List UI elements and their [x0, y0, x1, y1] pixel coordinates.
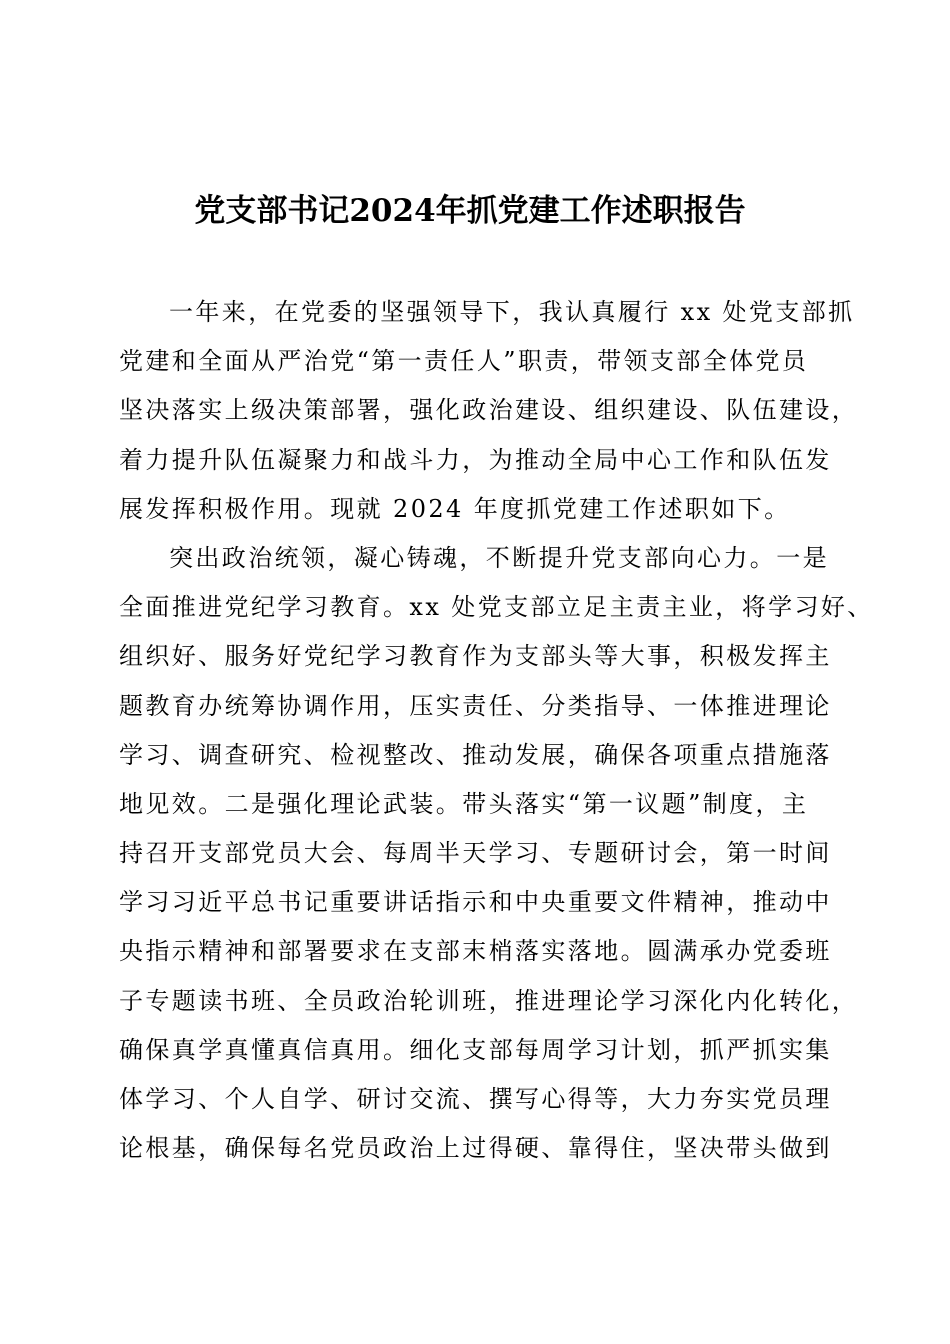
paragraph-line: 央指示精神和部署要求在支部末梢落实落地。圆满承办党委班 — [119, 937, 832, 966]
paragraph-line: 体学习、个人自学、研讨交流、撰写心得等，大力夯实党员理 — [119, 1085, 832, 1113]
paragraph-line: 确保真学真懂真信真用。细化支部每周学习计划，抓严抓实集 — [119, 1035, 832, 1064]
paragraph-line: 组织好、服务好党纪学习教育作为支部头等大事，积极发挥主 — [119, 642, 832, 671]
paragraph-line: 着力提升队伍凝聚力和战斗力，为推动全局中心工作和队伍发 — [119, 445, 832, 474]
document-title: 党支部书记2024年抓党建工作述职报告 — [194, 193, 746, 229]
paragraph-line: 党建和全面从严治党“第一责任人”职责，带领支部全体党员 — [119, 347, 809, 376]
paragraph-line: 全面推进党纪学习教育。xx 处党支部立足主责主业，将学习好、 — [119, 593, 874, 622]
paragraph-line: 持召开支部党员大会、每周半天学习、专题研讨会，第一时间 — [119, 839, 832, 868]
paragraph-line: 展发挥积极作用。现就 2024 年度抓党建工作述职如下。 — [119, 494, 791, 523]
paragraph-line: 一年来，在党委的坚强领导下，我认真履行 xx 处党支部抓 — [169, 298, 855, 326]
paragraph-line: 学习、调查研究、检视整改、推动发展，确保各项重点措施落 — [119, 740, 832, 769]
document-body — [119, 288, 874, 1173]
paragraph-line: 地见效。二是强化理论武装。带头落实“第一议题”制度，主 — [119, 789, 809, 818]
paragraph-line: 题教育办统筹协调作用，压实责任、分类指导、一体推进理论 — [119, 691, 832, 720]
paragraph-line: 突出政治统领，凝心铸魂，不断提升党支部向心力。一是 — [169, 543, 829, 572]
paragraph-line: 学习习近平总书记重要讲话指示和中央重要文件精神，推动中 — [119, 888, 832, 917]
paragraph-line: 子专题读书班、全员政治轮训班，推进理论学习深化内化转化， — [119, 986, 859, 1015]
paragraph-line: 坚决落实上级决策部署，强化政治建设、组织建设、队伍建设， — [119, 396, 859, 425]
paragraph-line: 论根基，确保每名党员政治上过得硬、靠得住，坚决带头做到 — [119, 1134, 832, 1163]
